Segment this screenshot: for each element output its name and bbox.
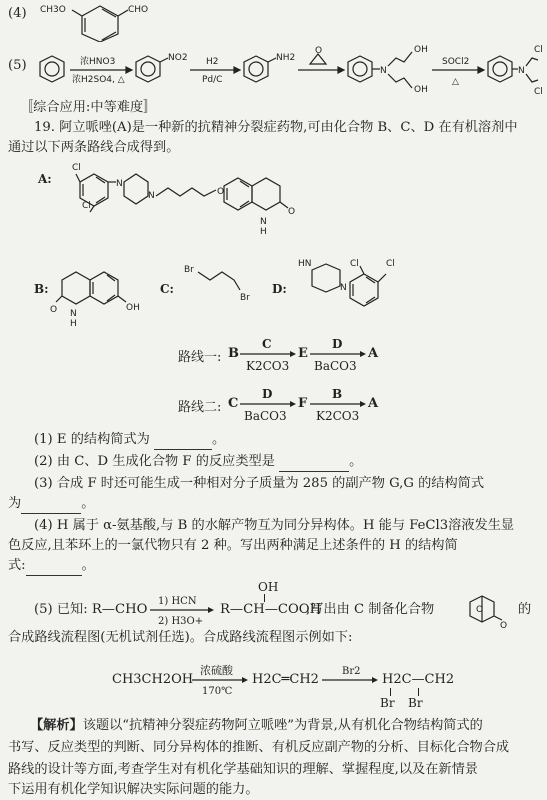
svg-text:N: N	[70, 309, 77, 319]
route2-arrow2	[310, 386, 366, 426]
svg-text:Pd/C: Pd/C	[202, 75, 223, 85]
example-br1-bond	[390, 688, 391, 696]
problem-intro-line1: 19. 阿立哌唑(A)是一种新的抗精神分裂症药物,可由化合物 B、C、D 在有机溶剂中	[34, 120, 518, 135]
svg-text:H: H	[260, 227, 267, 237]
svg-text:Cl: Cl	[534, 87, 543, 97]
svg-text:NO2: NO2	[168, 53, 188, 63]
svg-text:Cl: Cl	[386, 259, 395, 269]
compound-b-structure	[46, 258, 156, 328]
analysis-line1: 【解析】该题以“抗精神分裂症药物阿立哌唑”为背景,从有机化合物结构简式的	[30, 718, 483, 733]
svg-text:BaCO3: BaCO3	[244, 409, 287, 423]
compound-d-structure	[288, 256, 418, 320]
svg-text:浓硫酸: 浓硫酸	[200, 664, 233, 677]
answer-blank-4[interactable]	[26, 561, 82, 576]
label-b: B:	[34, 282, 49, 296]
svg-text:Br: Br	[184, 265, 194, 275]
question-5-known: (5) 已知: R—CHO	[34, 602, 148, 617]
route1-arrow2	[310, 336, 366, 376]
svg-text:CHO: CHO	[128, 5, 149, 15]
svg-text:O: O	[50, 305, 58, 315]
svg-text:N: N	[340, 283, 347, 293]
answer-blank-2[interactable]	[279, 457, 349, 472]
q5-label: (5)	[8, 58, 27, 73]
answer-blank-1[interactable]	[154, 435, 212, 450]
analysis-line3: 路线的设计等方面,考查学生对有机化学基础知识的理解、掌握程度,以及在新情景	[8, 762, 478, 777]
analysis-line2: 书写、反应类型的判断、同分异构体的推断、有机反应副产物的分析、目标化合物合成	[8, 740, 510, 755]
question-2: (2) 由 C、D 生成化合物 F 的反应类型是 。	[34, 452, 362, 472]
question-4-line3: 式: 。	[8, 556, 95, 576]
label-a: A:	[38, 172, 52, 186]
q5-target-molecule	[462, 590, 512, 630]
svg-text:B: B	[332, 387, 343, 401]
svg-text:O: O	[476, 605, 484, 615]
q5-product: R—CH—COOH	[220, 602, 322, 617]
q4-label: (4)	[8, 6, 27, 21]
route2-name: 路线二:	[178, 400, 222, 415]
svg-text:D: D	[262, 387, 273, 401]
example-br2: Br	[408, 696, 423, 710]
example-end: H2C—CH2	[382, 672, 455, 687]
svg-text:D: D	[332, 337, 343, 351]
svg-text:C: C	[262, 337, 272, 351]
route1-mid: E	[298, 346, 308, 361]
reagent-hno3: 浓HNO3	[80, 57, 116, 67]
q5-line2: 合成路线流程图(无机试剂任选)。合成路线流程图示例如下:	[8, 630, 353, 645]
q5-oh-label: OH	[258, 580, 279, 594]
question-1: (1) E 的结构简式为 。	[34, 430, 225, 450]
svg-text:NH2: NH2	[276, 53, 296, 63]
svg-text:Br: Br	[240, 293, 250, 303]
svg-text:Cl: Cl	[350, 259, 359, 269]
route1-arrow1	[240, 336, 296, 376]
q5-tail: ,写出由 C 制备化合物	[306, 602, 435, 617]
svg-text:HN: HN	[298, 259, 312, 269]
svg-text:△: △	[452, 77, 459, 87]
svg-text:OH: OH	[414, 85, 428, 95]
route2-arrow1	[240, 386, 296, 426]
q4-molecule	[40, 0, 150, 42]
example-br1: Br	[380, 696, 395, 710]
svg-text:2) H3O+: 2) H3O+	[158, 616, 204, 627]
route1-start: B	[228, 346, 239, 361]
svg-text:Br2: Br2	[342, 666, 361, 677]
example-start: CH3CH2OH	[112, 672, 194, 687]
example-br2-bond	[418, 688, 419, 696]
svg-text:Cl: Cl	[534, 45, 543, 55]
svg-text:OH: OH	[126, 303, 140, 313]
question-4-line2: 色反应,且苯环上的一氯代物只有 2 种。写出两种满足上述条件的 H 的结构简	[8, 538, 458, 553]
label-c: C:	[160, 282, 174, 296]
route2-mid: F	[298, 396, 308, 411]
problem-intro-line2: 通过以下两条路线合成得到。	[8, 140, 180, 155]
svg-text:170℃: 170℃	[202, 686, 233, 697]
example-arrow1	[192, 660, 248, 702]
svg-text:N: N	[260, 217, 267, 227]
route2-start: C	[228, 396, 239, 411]
svg-text:N: N	[148, 191, 155, 201]
route2-end: A	[368, 396, 379, 411]
route1-name: 路线一:	[178, 350, 222, 365]
section-tag: 〚综合应用:中等难度〛	[20, 100, 157, 115]
route1-end: A	[368, 346, 379, 361]
example-arrow2	[322, 660, 378, 702]
svg-text:BaCO3: BaCO3	[314, 359, 357, 373]
svg-text:K2CO3: K2CO3	[316, 409, 360, 423]
svg-text:O: O	[500, 621, 508, 630]
compound-c-structure	[170, 260, 260, 310]
question-3-line2: 为 。	[8, 494, 94, 514]
svg-text:O: O	[217, 187, 225, 197]
svg-text:SOCl2: SOCl2	[442, 57, 470, 67]
q5-hcn-arrow	[150, 588, 214, 632]
answer-blank-3[interactable]	[21, 499, 81, 514]
svg-text:K2CO3: K2CO3	[246, 359, 290, 373]
svg-text:Cl: Cl	[72, 163, 81, 173]
svg-text:O: O	[288, 207, 296, 217]
svg-text:N: N	[116, 179, 123, 189]
question-4-line1: (4) H 属于 α-氨基酸,与 B 的水解产物互为同分异构体。H 能与 FeCl3溶液发生显	[34, 518, 515, 533]
svg-text:CH3O: CH3O	[40, 5, 66, 15]
svg-text:1) HCN: 1) HCN	[158, 596, 197, 607]
svg-text:OH: OH	[414, 45, 428, 55]
label-d: D:	[272, 282, 287, 296]
reagent-h2so4: 浓H2SO4, △	[72, 75, 125, 85]
analysis-line4: 下运用有机化学知识解决实际问题的能力。	[8, 782, 259, 797]
svg-text:N: N	[518, 66, 525, 76]
question-3-line1: (3) 合成 F 时还可能生成一种相对分子质量为 285 的副产物 G,G 的结构简式	[34, 476, 485, 491]
svg-text:O: O	[315, 46, 323, 56]
svg-text:Cl: Cl	[82, 201, 91, 211]
svg-text:H2: H2	[206, 57, 219, 67]
svg-text:N: N	[380, 66, 387, 76]
q5-reaction-scheme	[38, 40, 543, 100]
compound-a-structure	[52, 160, 452, 240]
q5-tail2: 的	[518, 602, 532, 617]
svg-text:H: H	[70, 319, 77, 328]
example-mid: H2C═CH2	[252, 672, 319, 687]
